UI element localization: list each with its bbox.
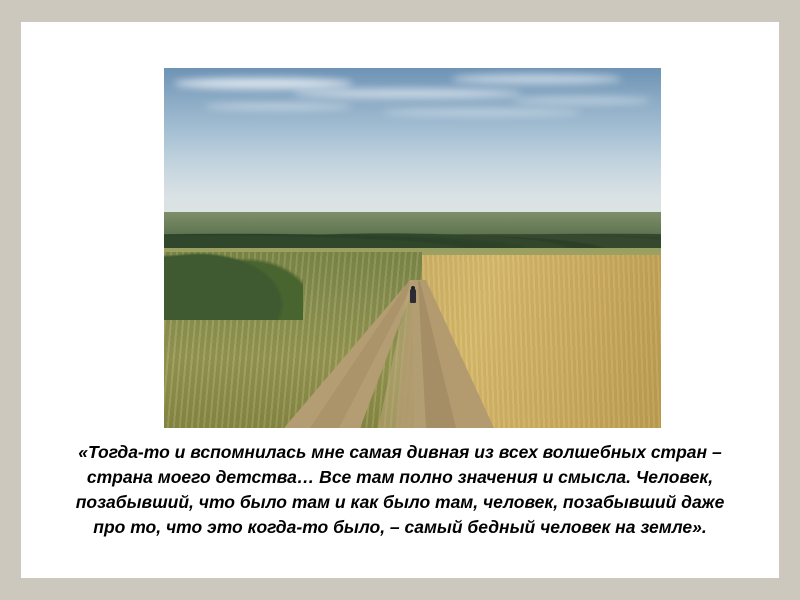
quote-caption: «Тогда-то и вспомнилась мне самая дивная из всех волшебных стран – страна моего детства… Все там полно значения и смысла. Человек, позабывший, что было там и как было там, человек, позабывший даже про то, что это когда-то было, – самый бедный человек на земле». bbox=[75, 442, 725, 537]
countryside-photo bbox=[164, 68, 661, 428]
slide-canvas bbox=[21, 22, 779, 578]
dirt-road bbox=[164, 68, 661, 428]
cyclist-figure bbox=[410, 289, 416, 303]
